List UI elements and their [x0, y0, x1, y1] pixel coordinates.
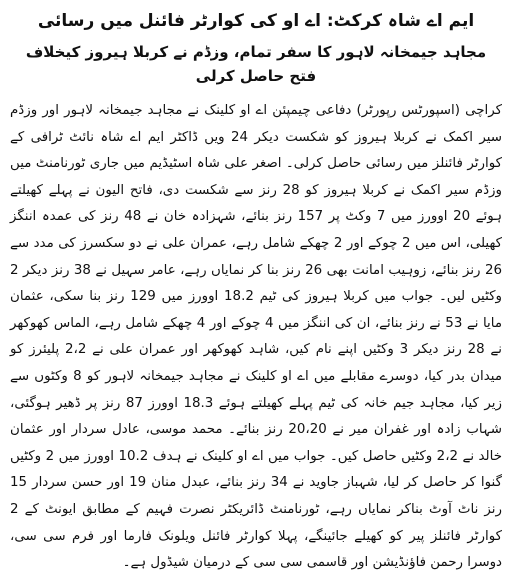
article-headline: ایم اے شاہ کرکٹ: اے او کی کوارٹر فائنل میں رسائی: [37, 11, 475, 31]
article-subheadline: مجاہد جیمخانہ لاہور کا سفر تمام، وزڈم نے کربلا ہیروز کیخلاف فتح حاصل کرلی: [25, 43, 487, 85]
article-body: کراچی (اسپورٹس رپورٹر) دفاعی چیمپئن اے او کلینک نے مجاہد جیمخانہ لاہور اور وزڈم سیر اکمک نے کربلا ہیروز کو شکست دیکر 24 ویں ڈاکٹر ایم اے شاہ نائٹ ٹرافی کے کوارٹر فائنلز میں رسائی حاصل کرلی۔ اصغر علی شاہ اسٹیڈیم میں جاری ٹورنامنٹ میں وزڈم سیر اکمک نے کربلا ہیروز کو 28 رنز سے شکست دی، فاتح الیون نے پہلے کھیلتے ہوئے 20 اوورز میں 7 وکٹ پر 157 رنز بنائے، شہزادہ خان نے 48 رنز کی عمدہ اننگز کھیلی، اس میں 2 چوکے اور 2 چھکے شامل رہے، عمران علی نے دو سکسرز کی مدد سے 26 رنز بنائے، زوہیب امانت بھی 26 رنز بنا کر نمایاں رہے، عامر سہیل نے 38 رنز دیکر 2 وکٹیں لیں۔ جواب میں کربلا ہیروز کی ٹیم 18.2 اوورز میں 129 رنز بنا سکی، عثمان مایا نے 53 نے رنز بنائے، ان کی اننگز میں 4 چوکے اور 4 چھکے شامل رہے، الماس کھوکھر نے 28 رنز دیکر 3 وکٹیں اپنے نام کیں، شاہد کھوکھر اور عمران علی نے 2،2 پلیئرز کو میدان بدر کیا، دوسرے مقابلے میں اے او کلینک نے مجاہد جیمخانہ لاہور کو 8 وکٹوں سے زیر کیا، مجاہد جیم خانہ کی ٹیم پہلے کھیلتے ہوئے 18.3 اوورز 87 رنز پر ڈھیر ہوگئی، شہاب زادہ اور غفران میر نے 20،20 رنز بنائے۔ محمد موسی، عادل سردار اور عثمان خالد نے 2،2 وکٹیں حاصل کیں۔ جواب میں اے او کلینک نے ہدف 10.2 اوورز میں 2 وکٹیں گنوا کر حاصل کر لیا، شہباز جاوید نے 34 رنز بنائے، عبدل منان 19 اور حسن سردار 15 رنز ناٹ آوٹ بناکر نمایاں رہے، ٹورنامنٹ ڈائریکٹر نصرت فہیم کے مطابق ایونٹ کے 2 کوارٹر فائنلز پیر کو کھیلے جائینگے، پہلا کوارٹر فائنل ویلونک فارما اور فرم سی سی، دوسرا رحمن فاؤنڈیشن اور قاسمی سی سی کے درمیان شیڈول ہے۔: [10, 103, 503, 571]
